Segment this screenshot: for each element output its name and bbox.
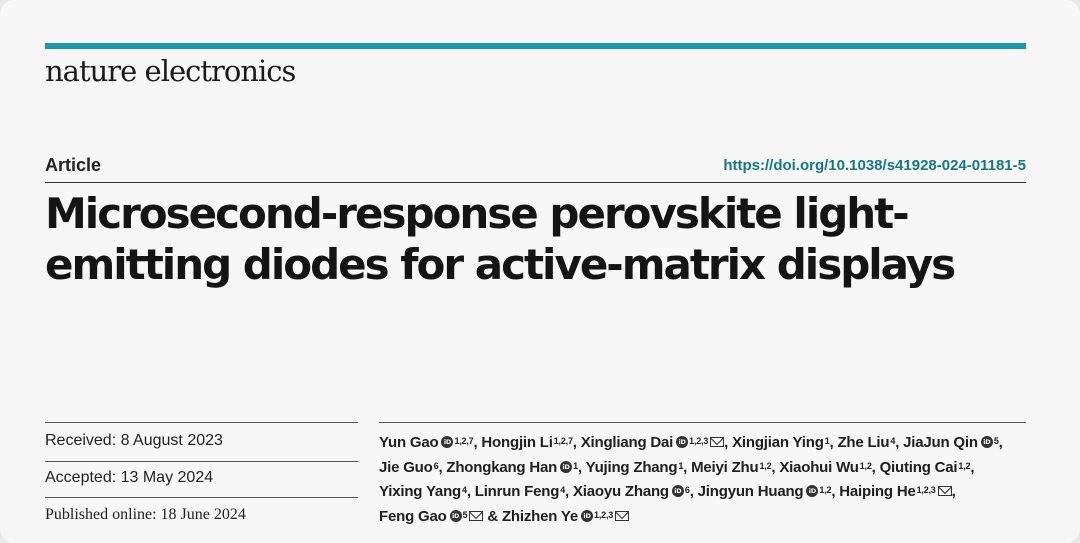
author-linrun-feng[interactable] — [475, 483, 565, 500]
author-name: Meiyi Zhu — [691, 458, 759, 476]
affiliation-superscript: 5 — [993, 436, 999, 446]
affiliation-superscript: 6 — [684, 485, 690, 495]
dates-divider-2 — [45, 497, 358, 498]
dates-divider-top — [45, 422, 358, 423]
author-xiaohui-wu[interactable] — [779, 459, 871, 476]
title-divider — [45, 182, 1026, 183]
affiliation-superscript: 6 — [433, 460, 439, 471]
dates-divider-1 — [45, 461, 358, 462]
author-name: Jie Guo — [379, 458, 433, 476]
author-jingyun-huang[interactable] — [698, 483, 832, 500]
affiliation-superscript: 1,2,7 — [454, 436, 474, 446]
orcid-icon[interactable]: iD — [450, 510, 462, 522]
affiliation-superscript: 1 — [573, 460, 578, 471]
affiliation-superscript: 1,2 — [819, 485, 832, 495]
author-xingjian-ying[interactable] — [732, 434, 829, 451]
affiliation-superscript: 1 — [824, 436, 830, 446]
author-name: Feng Gao — [379, 507, 447, 525]
affiliation-superscript: 1,2,3 — [594, 509, 614, 520]
journal-name: nature electronics — [45, 54, 296, 88]
author-haiping-he[interactable] — [839, 483, 951, 500]
affiliation-superscript: 1,2,3 — [689, 436, 709, 446]
affiliation-superscript: 4 — [890, 436, 896, 446]
author-name: Xiaohui Wu — [779, 458, 859, 476]
author-name: Zhongkang Han — [446, 458, 558, 476]
envelope-icon[interactable] — [615, 511, 629, 521]
received-date: Received: 8 August 2023 — [45, 432, 223, 449]
author-yixing-yang[interactable] — [379, 483, 467, 500]
author-name: Yixing Yang — [379, 483, 461, 500]
published-date: Published online: 18 June 2024 — [45, 506, 246, 523]
author-name: Xingliang Dai — [580, 434, 674, 451]
article-type-label: Article — [45, 155, 102, 175]
author-name: Qiuting Cai — [879, 458, 958, 476]
orcid-icon[interactable]: iD — [672, 485, 684, 497]
affiliation-superscript: 4 — [560, 485, 566, 495]
author-feng-gao[interactable] — [379, 508, 483, 525]
author-name: Zhe Liu — [837, 434, 890, 451]
author-jie-guo[interactable] — [379, 459, 438, 476]
affiliation-superscript: 1,2 — [958, 460, 971, 471]
author-xingliang-dai[interactable] — [581, 434, 724, 451]
author-yun-gao[interactable] — [379, 434, 473, 451]
article-title: Microsecond-response perovskite light-emitting diodes for active-matrix displays — [45, 189, 955, 289]
author-name: Hongjin Li — [481, 434, 553, 451]
author-jiajun-qin[interactable] — [903, 434, 999, 451]
author-name: Xingjian Ying — [732, 434, 824, 451]
envelope-icon[interactable] — [469, 511, 483, 521]
envelope-icon[interactable] — [938, 486, 952, 496]
author-name: Xiaoyu Zhang — [572, 483, 669, 500]
author-zhongkang-han[interactable] — [446, 459, 578, 476]
authors-divider — [379, 422, 1026, 423]
affiliation-superscript: 1,2,3 — [916, 485, 936, 495]
affiliation-superscript: 4 — [462, 485, 467, 495]
author-meiyi-zhu[interactable] — [691, 459, 771, 476]
doi-link[interactable]: https://doi.org/10.1038/s41928-024-01181-5 — [723, 157, 1026, 174]
orcid-icon[interactable]: iD — [560, 461, 572, 473]
orcid-icon[interactable]: iD — [441, 436, 453, 448]
author-name: Linrun Feng — [474, 483, 560, 500]
author-name: Yujing Zhang — [585, 458, 678, 476]
author-xiaoyu-zhang[interactable] — [573, 483, 690, 500]
accepted-date: Accepted: 13 May 2024 — [45, 469, 214, 486]
author-qiuting-cai[interactable] — [880, 459, 971, 476]
author-hongjin-li[interactable] — [481, 434, 572, 451]
author-list: Yun Gao iD $^{1,2,7}$, Hongjin Li$^{1,2,7}$, Xingliang Dai iD $^{1,2,3}$ , Xingjian Ying$^1$, Zhe Liu$^4$, JiaJun Qin iD $^5$, Jie Guo$^6$, Zhongkang Han iD $^1$, Yujing Zhang$^1$, Meiyi Zhu$^{1,2}$, Xiaohui Wu$^{1,2}$, Qiuting Cai$^{1,2}$, Yixing Yang$^4$, Linrun Feng$^4$, Xiaoyu Zhang iD $^6$, Jingyun Huang iD $^{1,2}$, Haiping He$^{1,2,3}$ , Feng Gao iD $^5$ & Zhizhen Ye iD $^{1,2,3}$ — [379, 434, 1003, 525]
orcid-icon[interactable]: iD — [806, 485, 818, 497]
affiliation-superscript: 1,2 — [759, 460, 772, 471]
journal-accent-bar — [45, 43, 1026, 49]
orcid-icon[interactable]: iD — [981, 436, 993, 448]
author-zhizhen-ye[interactable] — [502, 508, 629, 525]
affiliation-superscript: 1,2,7 — [553, 436, 573, 446]
orcid-icon[interactable]: iD — [581, 510, 593, 522]
affiliation-superscript: 1 — [678, 460, 684, 471]
author-name: Yun Gao — [379, 434, 439, 451]
author-name: Haiping He — [839, 483, 916, 500]
author-name: Zhizhen Ye — [501, 507, 579, 525]
author-name: JiaJun Qin — [903, 434, 978, 451]
affiliation-superscript: 1,2 — [859, 460, 872, 471]
affiliation-superscript: 5 — [462, 509, 468, 520]
author-name: Jingyun Huang — [697, 483, 804, 500]
author-yujing-zhang[interactable] — [586, 459, 684, 476]
author-zhe-liu[interactable] — [837, 434, 895, 451]
orcid-icon[interactable]: iD — [676, 436, 688, 448]
envelope-icon[interactable] — [710, 437, 724, 447]
